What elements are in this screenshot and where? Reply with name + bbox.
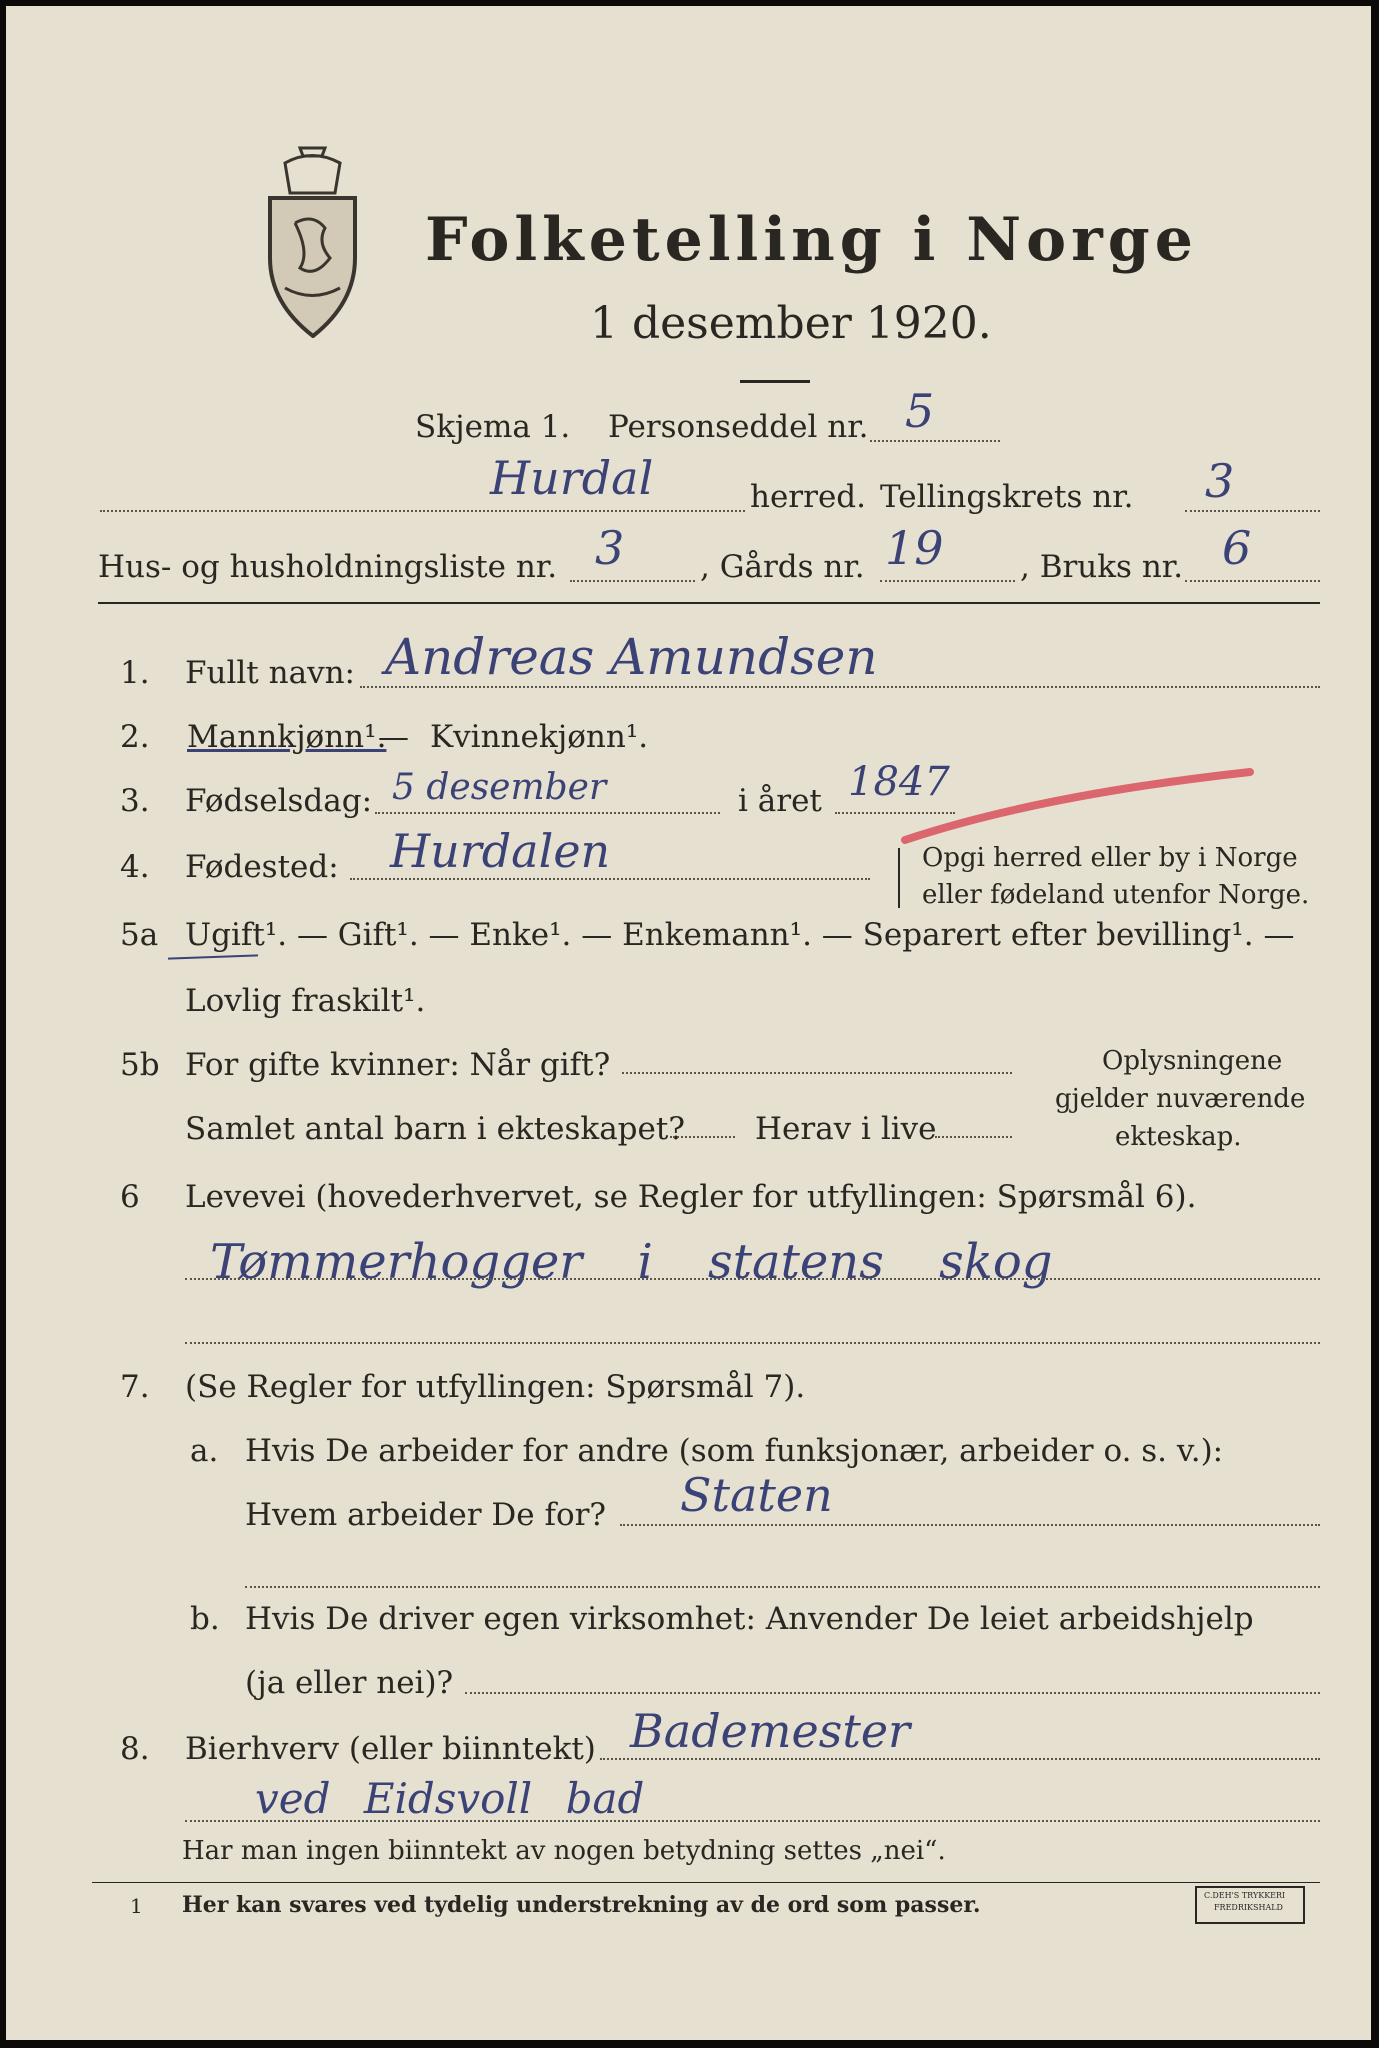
footnote-mark: 1 — [130, 1894, 143, 1918]
occupation-value: Tømmerhogger i statens skog — [210, 1234, 1053, 1290]
personseddel-line — [870, 440, 1000, 442]
q7-number: 7. — [120, 1369, 150, 1405]
header-rule — [98, 602, 1320, 604]
side-income-label: Bierhverv (eller biinntekt) — [185, 1731, 596, 1767]
employer-line-2 — [245, 1586, 1320, 1588]
tellingskrets-line — [1185, 510, 1320, 512]
coat-of-arms-icon — [255, 138, 370, 338]
schema-label: Skjema 1. — [415, 409, 571, 445]
q7a-letter: a. — [190, 1433, 219, 1469]
marriage-note-3: ekteskap. — [1115, 1122, 1242, 1152]
red-pencil-stroke — [900, 760, 1260, 850]
bruks-label: , Bruks nr. — [1020, 549, 1184, 585]
q7b-letter: b. — [190, 1601, 220, 1637]
birthplace-note-2: eller fødeland utenfor Norge. — [922, 880, 1310, 910]
marriage-note-2: gjelder nuværende — [1055, 1084, 1306, 1114]
occupation-line-2 — [185, 1342, 1320, 1344]
year-label: i året — [738, 783, 822, 819]
bruks-line — [1185, 580, 1320, 582]
q2-number: 2. — [120, 719, 150, 755]
gards-value: 19 — [885, 521, 944, 575]
alive-label: Herav i live — [755, 1111, 937, 1147]
census-date: 1 desember 1920. — [590, 298, 992, 349]
note-brace — [898, 848, 908, 908]
birthday-value: 5 desember — [392, 767, 607, 808]
children-label: Samlet antal barn i ekteskapet? — [185, 1111, 685, 1147]
employer-label: Hvem arbeider De for? — [245, 1497, 607, 1533]
tellingskrets-label: Tellingskrets nr. — [880, 479, 1134, 515]
q6-number: 6 — [120, 1179, 140, 1215]
husliste-label: Hus- og husholdningsliste nr. — [98, 549, 558, 585]
footnote-rule — [92, 1882, 1320, 1883]
q7b-text: Hvis De driver egen virksomhet: Anvender De leiet arbeidshjelp — [245, 1601, 1254, 1637]
marital-status-line2: Lovlig fraskilt¹. — [185, 983, 426, 1019]
footnote-text: Her kan svares ved tydelig understrekning av de ord som passer. — [182, 1892, 981, 1918]
tellingskrets-value: 3 — [1205, 454, 1235, 508]
marital-status-options: Ugift¹. — Gift¹. — Enke¹. — Enkemann¹. — Separert efter bevilling¹. — — [185, 917, 1295, 953]
herred-label: herred. — [750, 479, 866, 515]
side-income-note: Har man ingen biinntekt av nogen betydning settes „nei“. — [182, 1836, 946, 1866]
husliste-value: 3 — [595, 521, 625, 575]
gards-line — [880, 580, 1015, 582]
birthplace-note-1: Opgi herred eller by i Norge — [922, 843, 1298, 873]
herred-line — [100, 510, 745, 512]
employer-line-1 — [620, 1524, 1320, 1526]
hired-help-label: (ja eller nei)? — [245, 1665, 454, 1701]
side-income-value-2: ved Eidsvoll bad — [255, 1774, 645, 1823]
herred-value: Hurdal — [490, 451, 654, 505]
occupation-line-1 — [185, 1278, 1320, 1280]
birth-year-value: 1847 — [848, 759, 950, 805]
male-option: Mannkjønn¹. — [187, 719, 387, 755]
q8-number: 8. — [120, 1731, 150, 1767]
q5a-number: 5a — [120, 917, 159, 953]
side-income-value-1: Bademester — [630, 1704, 911, 1758]
side-income-line-2 — [185, 1820, 1320, 1822]
q1-label: Fullt navn: — [185, 655, 355, 691]
alive-line — [935, 1136, 1012, 1138]
occupation-label: Levevei (hovederhvervet, se Regler for utfyllingen: Spørsmål 6). — [185, 1179, 1197, 1215]
q4-number: 4. — [120, 849, 150, 885]
children-line — [670, 1136, 735, 1138]
bruks-value: 6 — [1222, 521, 1252, 575]
q5b-number: 5b — [120, 1047, 160, 1083]
side-income-line-1 — [600, 1758, 1320, 1760]
married-when-line — [622, 1072, 1012, 1074]
printer-stamp-line-2: FREDRIKSHALD — [1214, 1903, 1283, 1912]
married-women-label: For gifte kvinner: Når gift? — [185, 1047, 611, 1083]
birthplace-line — [350, 878, 870, 880]
personseddel-label: Personseddel nr. — [608, 409, 869, 445]
gards-label: , Gårds nr. — [700, 549, 865, 585]
q7a-text: Hvis De arbeider for andre (som funksjonær, arbeider o. s. v.): — [245, 1433, 1224, 1469]
hired-help-line — [465, 1692, 1320, 1694]
birthday-line — [375, 812, 720, 814]
marriage-note-1: Oplysningene — [1102, 1046, 1283, 1076]
personseddel-value: 5 — [905, 384, 935, 438]
q4-label: Fødested: — [185, 849, 339, 885]
q2-separator: — — [378, 719, 409, 755]
form-title: Folketelling i Norge — [425, 205, 1198, 275]
birthplace-value: Hurdalen — [390, 824, 611, 878]
husliste-line — [570, 580, 695, 582]
q7-label: (Se Regler for utfyllingen: Spørsmål 7). — [185, 1369, 806, 1405]
full-name-value: Andreas Amundsen — [385, 628, 878, 686]
q1-line — [360, 686, 1320, 688]
employer-value: Staten — [680, 1468, 833, 1522]
q1-number: 1. — [120, 655, 150, 691]
female-option: Kvinnekjønn¹. — [430, 719, 649, 755]
header-divider — [740, 380, 810, 383]
q3-number: 3. — [120, 783, 150, 819]
q3-label: Fødselsdag: — [185, 783, 373, 819]
printer-stamp-line-1: C.DEH'S TRYKKERI — [1204, 1891, 1286, 1900]
